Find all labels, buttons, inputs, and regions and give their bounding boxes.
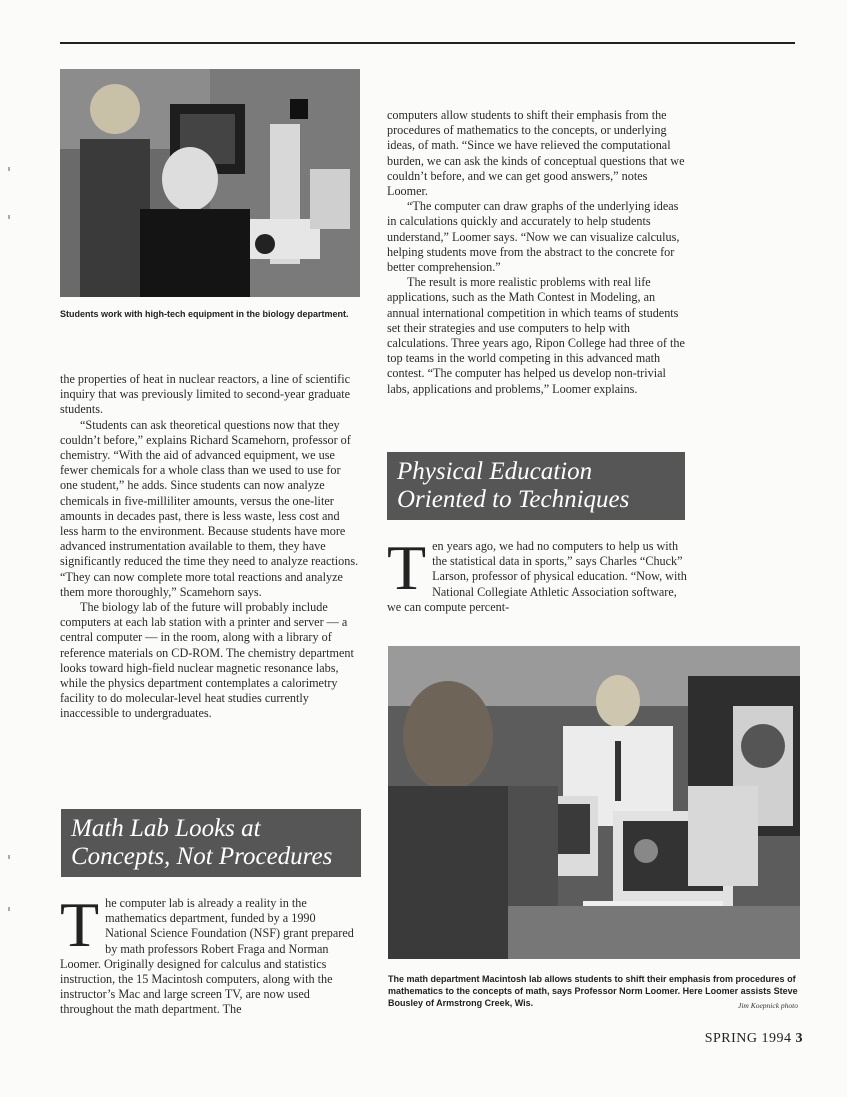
margin-mark [8, 167, 10, 171]
margin-mark [8, 907, 10, 911]
heading-line: Oriented to Techniques [397, 486, 630, 513]
math-section-text [60, 889, 360, 1018]
pe-section-text [387, 532, 687, 615]
issue-label: SPRING 1994 [704, 1031, 792, 1046]
paragraph: he computer lab is already a reality in the mathematics department, funded by a 1990 National Science Foundation (NSF) grant prepared by math professors Robert Fraga and Norman Loomer. Originally designed for calculus and statistics instruction, the 15 Macintosh computers, along with the instructor’s Mac and large screen TV, are now used throughout the math department. The [60, 896, 354, 1017]
drop-cap: T [60, 889, 100, 960]
heading-line: Physical Education [397, 458, 593, 485]
paragraph: computers allow students to shift their emphasis from the procedures of mathematics to the concepts, or underlying ideas, of math. “Since we have relieved the computational burden, we can ask the kinds of conceptual questions that we couldn’t before, and we can get good answers,” notes Loomer. [387, 108, 685, 199]
paragraph: “Students can ask theoretical questions now that they couldn’t before,” explains Richard Scamehorn, professor of chemistry. “With the aid of advanced equipment, we use fewer chemicals for a whole class than we used to use for one student,” he adds. Since students can now analyze chemicals in five-milliliter amounts, versus the one-liter amounts in decades past, there is less waste, less cost and less harm to the environment. Because students have more advanced instrumentation available to them, they have significantly reduced the time they need to analyze reactions. “They can now complete more total reactions and analyze them more thoroughly,” Scamehorn says. [60, 417, 359, 599]
paragraph: en years ago, we had no computers to help us with the statistical data in sports,” says Charles “Chuck” Larson, professor of physical education. “Now, with National Collegiate Athletic Association software, we can compute percent- [387, 539, 687, 614]
pe-section-heading [387, 452, 685, 520]
photo2-caption: The math department Macintosh lab allows students to shift their emphasis from procedures of mathematics to the concepts of math, says Professor Norm Loomer. Here Loomer assists Steve Bousley of Armstrong Creek, Wis. [388, 974, 798, 1008]
biology-lab-photo [60, 69, 360, 297]
page-number: 3 [795, 1031, 803, 1046]
top-rule [60, 42, 795, 44]
margin-mark [8, 855, 10, 859]
page-footer [705, 1031, 803, 1047]
paragraph: “The computer can draw graphs of the underlying ideas in calculations quickly and accurately to help students understand,” Loomer says. “Now we can visualize calculus, helping students move from the abstract to the concrete for better comprehension.” [387, 199, 680, 275]
right-column-text [387, 108, 687, 397]
math-section-heading [61, 809, 361, 877]
heading-line: Math Lab Looks at [71, 815, 261, 842]
drop-cap: T [387, 532, 427, 603]
photo1-caption: Students work with high-tech equipment in the biology department. [60, 309, 349, 319]
left-column-text [60, 372, 360, 722]
paragraph: The biology lab of the future will probably include computers at each lab station with a printer and server — a central computer — in the room, along with a library of reference materials on CD-ROM. The chemistry department looks toward high-field nuclear magnetic resonance labs, while the physics department contemplates a calorimetry facility to do molecular-level heat studies currently inaccessible to undergraduates. [60, 600, 354, 721]
heading-line: Concepts, Not Procedures [71, 843, 333, 870]
math-lab-photo [388, 646, 800, 959]
margin-mark [8, 215, 10, 219]
photo-credit: Jim Koepnick photo [738, 1001, 798, 1010]
paragraph: the properties of heat in nuclear reactors, a line of scientific inquiry that was previously limited to second-year graduate students. [60, 372, 351, 417]
paragraph: The result is more realistic problems with real life applications, such as the Math Contest in Modeling, an annual international competition in which teams of students set their strategies and use computers to help with calculations. Three years ago, Ripon College had three of the top teams in the world competing in this advanced math contest. “The computer has helped us develop non-trivial labs, applications and problems,” Loomer explains. [387, 275, 685, 396]
